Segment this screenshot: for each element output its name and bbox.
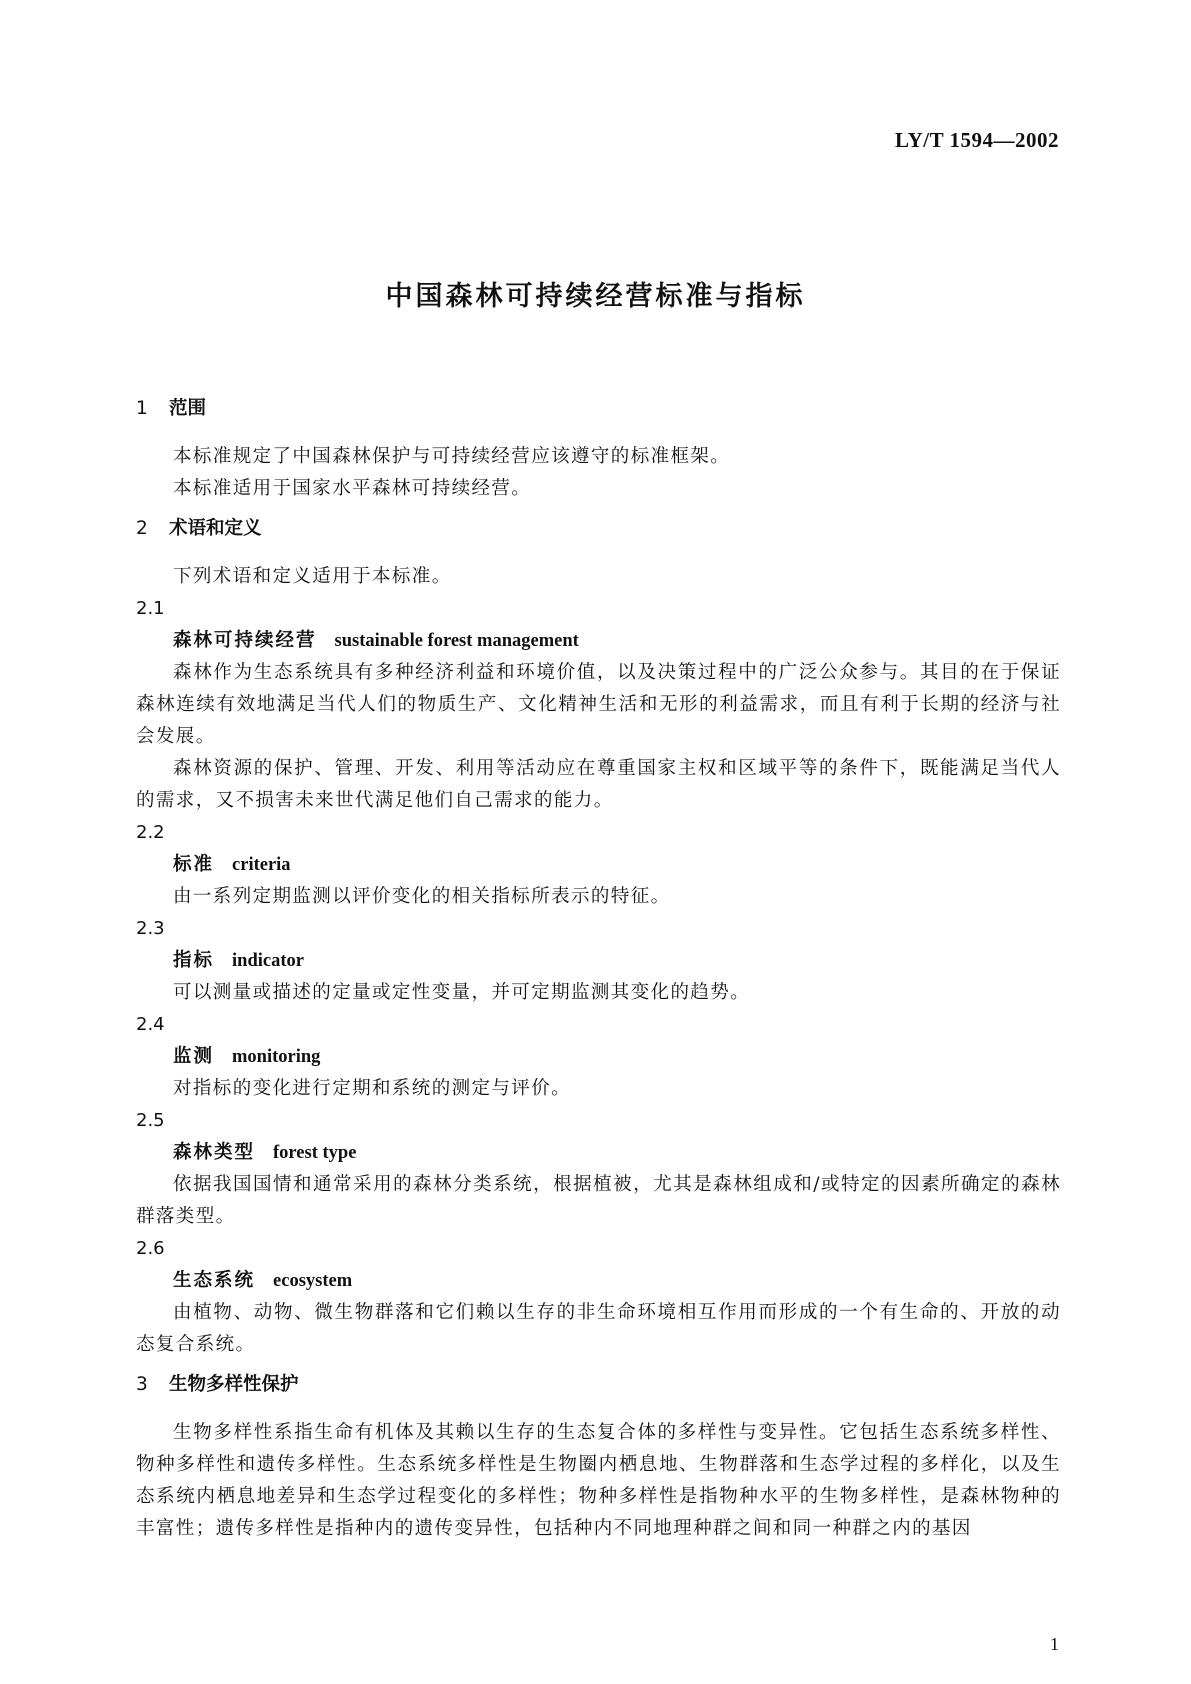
term-heading	[173, 945, 1061, 977]
paragraph: 本标准规定了中国森林保护与可持续经营应该遵守的标准框架。	[173, 446, 731, 467]
term-zh: 生态系统	[173, 1270, 256, 1291]
subsection-number: 2.3	[136, 918, 165, 939]
paragraph: 可以测量或描述的定量或定性变量，并可定期监测其变化的趋势。	[173, 982, 751, 1003]
term-zh: 标准	[173, 854, 215, 875]
subsection-number: 2.4	[136, 1014, 165, 1035]
term-zh: 森林可持续经营	[173, 630, 317, 651]
paragraph: 由植物、动物、微生物群落和它们赖以生存的非生命环境相互作用而形成的一个有生命的、开放的动态复合系统。	[136, 1302, 1061, 1355]
paragraph: 本标准适用于国家水平森林可持续经营。	[173, 478, 532, 499]
term-en: forest type	[273, 1143, 357, 1163]
section-title: 生物多样性保护	[169, 1374, 299, 1395]
section-2-heading	[136, 515, 1061, 543]
term-zh: 森林类型	[173, 1142, 256, 1163]
paragraph: 森林资源的保护、管理、开发、利用等活动应在尊重国家主权和区域平等的条件下，既能满足当代人的需求，又不损害未来世代满足他们自己需求的能力。	[136, 758, 1061, 811]
term-heading	[173, 625, 1061, 657]
term-heading	[173, 1265, 1061, 1297]
section-3-heading	[136, 1371, 1061, 1399]
term-en: monitoring	[232, 1047, 321, 1067]
term-heading	[173, 1137, 1061, 1169]
paragraph: 对指标的变化进行定期和系统的测定与评价。	[173, 1078, 572, 1099]
subsection-number: 2.6	[136, 1238, 165, 1259]
term-en: indicator	[232, 951, 304, 971]
term-heading	[173, 1041, 1061, 1073]
term-en: criteria	[232, 855, 291, 875]
section-title: 范围	[169, 398, 207, 419]
section-title: 术语和定义	[169, 518, 262, 539]
document-title: 中国森林可持续经营标准与指标	[385, 281, 806, 312]
paragraph: 森林作为生态系统具有多种经济利益和环境价值，以及决策过程中的广泛公众参与。其目的在于保证森林连续有效地满足当代人们的物质生产、文化精神生活和无形的利益需求，而且有利于长期的经济与社会发展。	[136, 662, 1061, 747]
section-1-heading	[136, 395, 1061, 423]
term-en: sustainable forest management	[334, 631, 579, 651]
term-en: ecosystem	[273, 1271, 353, 1291]
subsection-number: 2.5	[136, 1110, 165, 1131]
standard-code: LY/T 1594—2002	[895, 128, 1059, 152]
term-zh: 指标	[173, 950, 215, 971]
document-body	[136, 395, 1061, 1545]
subsection-number: 2.1	[136, 598, 165, 619]
paragraph: 下列术语和定义适用于本标准。	[173, 566, 452, 587]
section-number: 3	[136, 1374, 148, 1395]
page-number: 1	[1050, 1634, 1059, 1654]
subsection-number: 2.2	[136, 822, 165, 843]
section-number: 2	[136, 518, 148, 539]
section-number: 1	[136, 398, 148, 419]
paragraph: 生物多样性系指生命有机体及其赖以生存的生态复合体的多样性与变异性。它包括生态系统多样性、物种多样性和遗传多样性。生态系统多样性是生物圈内栖息地、生物群落和生态学过程的多样化，以及生态系统内栖息地差异和生态学过程变化的多样性；物种多样性是指物种水平的生物多样性，是森林物种的丰富性；遗传多样性是指种内的遗传变异性，包括种内不同地理种群之间和同一种群之内的基因	[136, 1422, 1061, 1539]
term-heading	[173, 849, 1061, 881]
term-zh: 监测	[173, 1046, 215, 1067]
paragraph: 依据我国国情和通常采用的森林分类系统，根据植被，尤其是森林组成和/或特定的因素所确定的森林群落类型。	[136, 1174, 1061, 1227]
paragraph: 由一系列定期监测以评价变化的相关指标所表示的特征。	[173, 886, 671, 907]
